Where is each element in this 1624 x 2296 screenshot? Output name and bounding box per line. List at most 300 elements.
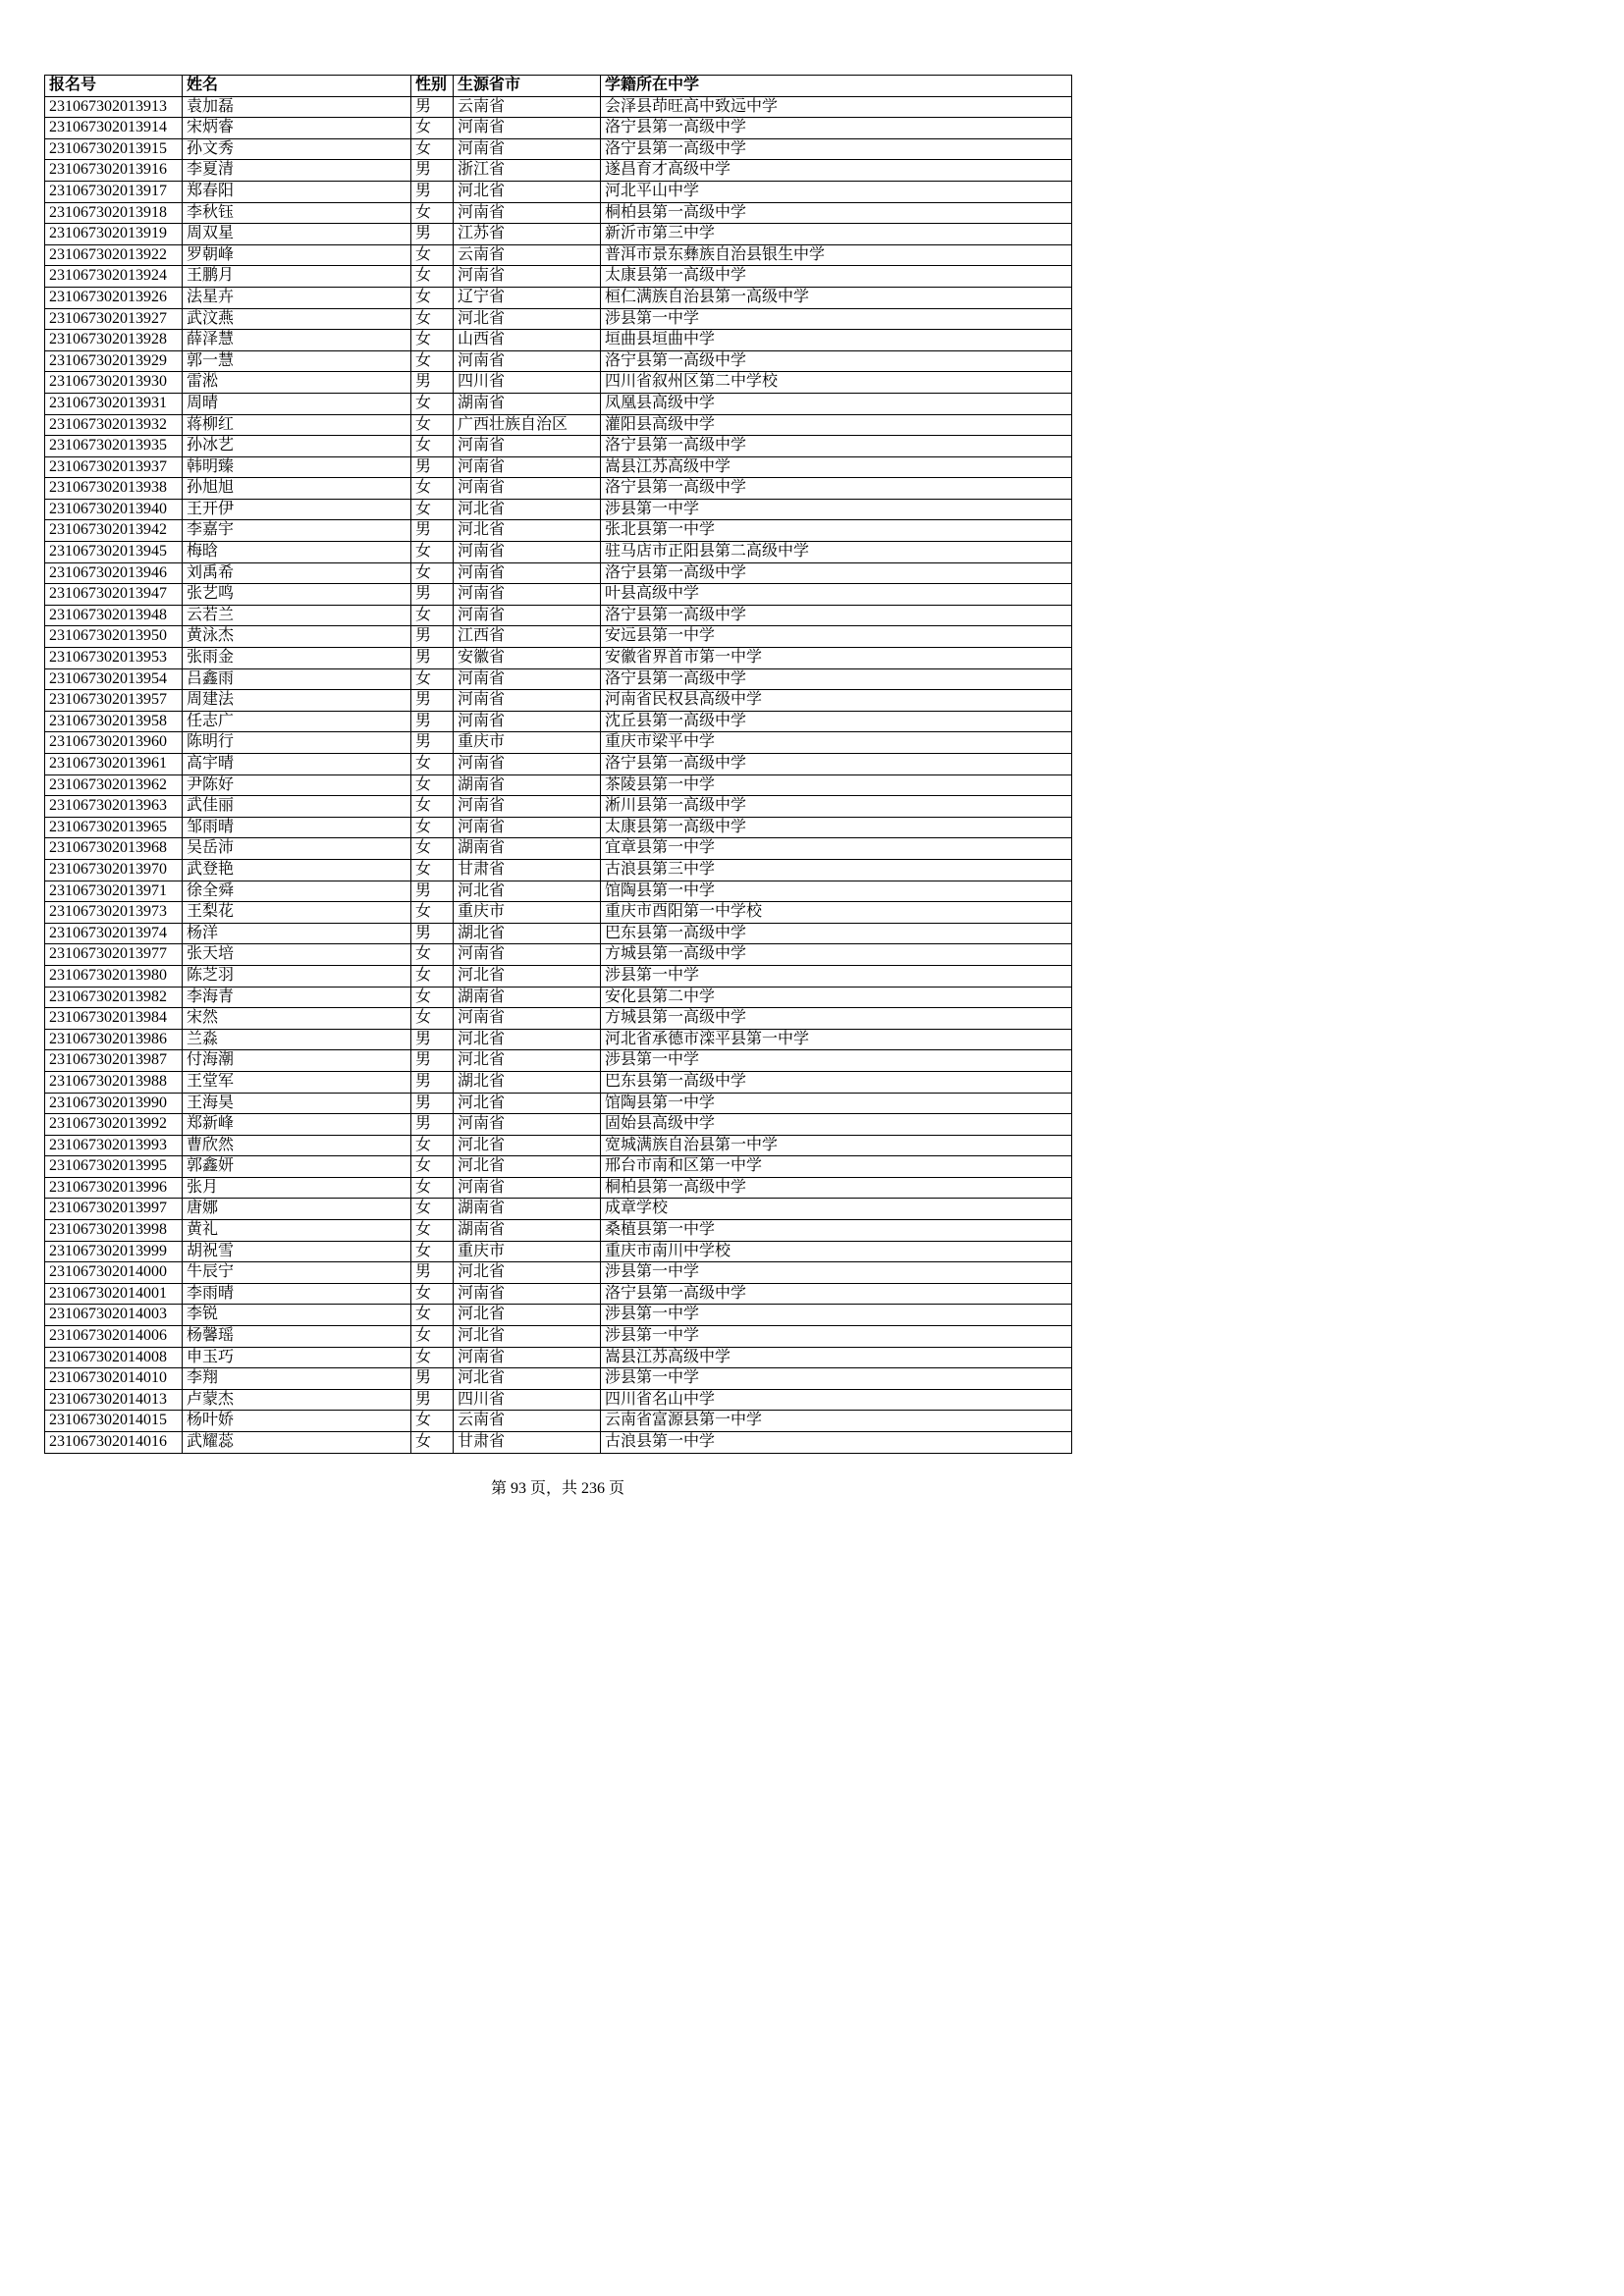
cell-province: 河南省: [454, 605, 601, 626]
cell-name: 周晴: [183, 393, 411, 414]
cell-reg-no: 231067302013917: [45, 181, 183, 202]
header-row: [45, 76, 1072, 97]
cell-gender: 女: [411, 1283, 454, 1305]
cell-province: 山西省: [454, 330, 601, 351]
cell-gender: 男: [411, 1071, 454, 1093]
cell-gender: 女: [411, 1008, 454, 1030]
table-row: [45, 542, 1072, 563]
cell-name: 刘禹希: [183, 562, 411, 584]
cell-school: 洛宁县第一高级中学: [601, 562, 1072, 584]
cell-name: 李嘉宇: [183, 520, 411, 542]
cell-gender: 男: [411, 1262, 454, 1284]
cell-gender: 女: [411, 965, 454, 987]
cell-name: 李夏清: [183, 160, 411, 182]
cell-gender: 女: [411, 1432, 454, 1454]
cell-province: 河南省: [454, 817, 601, 838]
cell-name: 郭一慧: [183, 350, 411, 372]
cell-gender: 男: [411, 372, 454, 394]
cell-gender: 女: [411, 1156, 454, 1178]
cell-province: 湖南省: [454, 393, 601, 414]
cell-province: 河南省: [454, 1008, 601, 1030]
cell-gender: 女: [411, 1305, 454, 1326]
cell-school: 涉县第一中学: [601, 1050, 1072, 1072]
cell-reg-no: 231067302013960: [45, 732, 183, 754]
table-row: [45, 690, 1072, 712]
cell-reg-no: 231067302013968: [45, 838, 183, 860]
cell-reg-no: 231067302013948: [45, 605, 183, 626]
cell-reg-no: 231067302013999: [45, 1241, 183, 1262]
cell-reg-no: 231067302013980: [45, 965, 183, 987]
table-row: [45, 372, 1072, 394]
cell-province: 河北省: [454, 1050, 601, 1072]
cell-school: 垣曲县垣曲中学: [601, 330, 1072, 351]
cell-name: 唐娜: [183, 1199, 411, 1220]
cell-school: 馆陶县第一中学: [601, 881, 1072, 902]
cell-province: 四川省: [454, 372, 601, 394]
cell-province: 河南省: [454, 542, 601, 563]
cell-province: 河南省: [454, 562, 601, 584]
cell-reg-no: 231067302013937: [45, 456, 183, 478]
cell-gender: 女: [411, 859, 454, 881]
cell-school: 洛宁县第一高级中学: [601, 118, 1072, 139]
cell-reg-no: 231067302013974: [45, 923, 183, 944]
cell-reg-no: 231067302013988: [45, 1071, 183, 1093]
cell-province: 河南省: [454, 668, 601, 690]
cell-school: 涉县第一中学: [601, 965, 1072, 987]
cell-reg-no: 231067302013913: [45, 96, 183, 118]
table-row: [45, 118, 1072, 139]
cell-school: 邢台市南和区第一中学: [601, 1156, 1072, 1178]
cell-gender: 女: [411, 436, 454, 457]
cell-school: 桐柏县第一高级中学: [601, 202, 1072, 224]
cell-name: 卢蒙杰: [183, 1389, 411, 1411]
table-row: [45, 1156, 1072, 1178]
cell-province: 河北省: [454, 1262, 601, 1284]
cell-province: 河南省: [454, 690, 601, 712]
cell-gender: 男: [411, 1368, 454, 1390]
table-row: [45, 1241, 1072, 1262]
cell-name: 徐全舜: [183, 881, 411, 902]
table-row: [45, 754, 1072, 775]
cell-reg-no: 231067302013919: [45, 224, 183, 245]
cell-name: 陈明行: [183, 732, 411, 754]
cell-school: 洛宁县第一高级中学: [601, 1283, 1072, 1305]
cell-province: 河南省: [454, 118, 601, 139]
cell-province: 甘肃省: [454, 1432, 601, 1454]
cell-reg-no: 231067302013918: [45, 202, 183, 224]
cell-name: 孙冰艺: [183, 436, 411, 457]
cell-province: 湖南省: [454, 1199, 601, 1220]
cell-name: 杨叶娇: [183, 1411, 411, 1432]
table-row: [45, 350, 1072, 372]
cell-province: 河南省: [454, 584, 601, 606]
cell-name: 王堂军: [183, 1071, 411, 1093]
cell-gender: 女: [411, 1326, 454, 1348]
cell-name: 法星卉: [183, 287, 411, 308]
cell-school: 安化县第二中学: [601, 987, 1072, 1008]
cell-name: 孙文秀: [183, 138, 411, 160]
cell-reg-no: 231067302014000: [45, 1262, 183, 1284]
cell-reg-no: 231067302013930: [45, 372, 183, 394]
cell-name: 王开伊: [183, 499, 411, 520]
cell-school: 嵩县江苏高级中学: [601, 1347, 1072, 1368]
cell-name: 黄泳杰: [183, 626, 411, 648]
cell-province: 甘肃省: [454, 859, 601, 881]
cell-reg-no: 231067302013970: [45, 859, 183, 881]
cell-name: 武汶燕: [183, 308, 411, 330]
table-row: [45, 1220, 1072, 1242]
cell-reg-no: 231067302013977: [45, 944, 183, 966]
col-header-reg-no: 报名号: [45, 76, 183, 97]
cell-reg-no: 231067302013931: [45, 393, 183, 414]
cell-reg-no: 231067302013924: [45, 266, 183, 288]
cell-province: 湖南省: [454, 774, 601, 796]
cell-reg-no: 231067302013922: [45, 244, 183, 266]
table-row: [45, 1177, 1072, 1199]
cell-gender: 女: [411, 350, 454, 372]
col-header-province: 生源省市: [454, 76, 601, 97]
cell-reg-no: 231067302013916: [45, 160, 183, 182]
cell-reg-no: 231067302013997: [45, 1199, 183, 1220]
cell-reg-no: 231067302013950: [45, 626, 183, 648]
cell-school: 洛宁县第一高级中学: [601, 138, 1072, 160]
cell-gender: 男: [411, 181, 454, 202]
table-row: [45, 1071, 1072, 1093]
table-row: [45, 1050, 1072, 1072]
table-row: [45, 478, 1072, 500]
cell-gender: 男: [411, 520, 454, 542]
cell-name: 宋然: [183, 1008, 411, 1030]
table-row: [45, 1305, 1072, 1326]
cell-gender: 男: [411, 711, 454, 732]
cell-school: 桐柏县第一高级中学: [601, 1177, 1072, 1199]
cell-province: 湖北省: [454, 1071, 601, 1093]
cell-gender: 女: [411, 987, 454, 1008]
cell-school: 安徽省界首市第一中学: [601, 648, 1072, 669]
cell-reg-no: 231067302013942: [45, 520, 183, 542]
cell-gender: 女: [411, 478, 454, 500]
cell-province: 河南省: [454, 944, 601, 966]
cell-school: 古浪县第一中学: [601, 1432, 1072, 1454]
table-row: [45, 817, 1072, 838]
cell-province: 湖南省: [454, 987, 601, 1008]
cell-school: 河北省承德市滦平县第一中学: [601, 1029, 1072, 1050]
page-number-footer: 第 93 页，共 236 页: [490, 1480, 624, 1497]
cell-school: 叶县高级中学: [601, 584, 1072, 606]
cell-gender: 女: [411, 244, 454, 266]
cell-reg-no: 231067302013928: [45, 330, 183, 351]
student-roster-table: [44, 75, 1072, 1454]
cell-school: 洛宁县第一高级中学: [601, 605, 1072, 626]
cell-gender: 女: [411, 330, 454, 351]
cell-province: 浙江省: [454, 160, 601, 182]
cell-reg-no: 231067302014013: [45, 1389, 183, 1411]
cell-gender: 男: [411, 690, 454, 712]
cell-gender: 女: [411, 266, 454, 288]
table-row: [45, 965, 1072, 987]
cell-province: 辽宁省: [454, 287, 601, 308]
cell-name: 周双星: [183, 224, 411, 245]
cell-province: 云南省: [454, 96, 601, 118]
cell-gender: 男: [411, 584, 454, 606]
cell-gender: 男: [411, 626, 454, 648]
col-header-gender: 性别: [411, 76, 454, 97]
cell-name: 李雨晴: [183, 1283, 411, 1305]
table-row: [45, 330, 1072, 351]
cell-name: 邹雨晴: [183, 817, 411, 838]
cell-reg-no: 231067302013971: [45, 881, 183, 902]
cell-name: 胡祝雪: [183, 1241, 411, 1262]
table-row: [45, 562, 1072, 584]
cell-school: 涉县第一中学: [601, 1262, 1072, 1284]
table-row: [45, 1199, 1072, 1220]
cell-province: 安徽省: [454, 648, 601, 669]
table-row: [45, 1347, 1072, 1368]
cell-name: 袁加磊: [183, 96, 411, 118]
cell-reg-no: 231067302013938: [45, 478, 183, 500]
table-row: [45, 266, 1072, 288]
table-row: [45, 605, 1072, 626]
cell-reg-no: 231067302013946: [45, 562, 183, 584]
cell-school: 会泽县茚旺高中致远中学: [601, 96, 1072, 118]
table-row: [45, 1411, 1072, 1432]
cell-reg-no: 231067302013958: [45, 711, 183, 732]
cell-gender: 女: [411, 902, 454, 924]
cell-gender: 女: [411, 308, 454, 330]
table-row: [45, 244, 1072, 266]
cell-gender: 女: [411, 542, 454, 563]
cell-school: 重庆市酉阳第一中学校: [601, 902, 1072, 924]
cell-province: 湖北省: [454, 923, 601, 944]
cell-school: 古浪县第三中学: [601, 859, 1072, 881]
cell-reg-no: 231067302013996: [45, 1177, 183, 1199]
cell-province: 河南省: [454, 1177, 601, 1199]
cell-province: 河北省: [454, 520, 601, 542]
table-row: [45, 436, 1072, 457]
cell-province: 湖南省: [454, 838, 601, 860]
cell-gender: 女: [411, 1199, 454, 1220]
table-row: [45, 626, 1072, 648]
cell-name: 韩明臻: [183, 456, 411, 478]
cell-gender: 女: [411, 414, 454, 436]
cell-province: 河北省: [454, 1093, 601, 1114]
cell-name: 武耀蕊: [183, 1432, 411, 1454]
table-row: [45, 308, 1072, 330]
table-row: [45, 1389, 1072, 1411]
cell-province: 河南省: [454, 436, 601, 457]
cell-name: 郑新峰: [183, 1114, 411, 1136]
table-row: [45, 181, 1072, 202]
cell-province: 河北省: [454, 1368, 601, 1390]
cell-school: 宜章县第一中学: [601, 838, 1072, 860]
cell-gender: 女: [411, 138, 454, 160]
cell-gender: 女: [411, 838, 454, 860]
cell-province: 河南省: [454, 350, 601, 372]
cell-school: 涉县第一中学: [601, 499, 1072, 520]
cell-name: 蒋柳红: [183, 414, 411, 436]
cell-province: 河南省: [454, 138, 601, 160]
cell-school: 新沂市第三中学: [601, 224, 1072, 245]
table-row: [45, 456, 1072, 478]
cell-name: 吕鑫雨: [183, 668, 411, 690]
table-row: [45, 987, 1072, 1008]
cell-school: 桓仁满族自治县第一高级中学: [601, 287, 1072, 308]
cell-name: 尹陈好: [183, 774, 411, 796]
cell-reg-no: 231067302013984: [45, 1008, 183, 1030]
table-row: [45, 668, 1072, 690]
cell-school: 太康县第一高级中学: [601, 266, 1072, 288]
table-row: [45, 859, 1072, 881]
cell-school: 成章学校: [601, 1199, 1072, 1220]
cell-province: 四川省: [454, 1389, 601, 1411]
cell-gender: 男: [411, 881, 454, 902]
cell-school: 云南省富源县第一中学: [601, 1411, 1072, 1432]
cell-gender: 女: [411, 118, 454, 139]
cell-reg-no: 231067302013914: [45, 118, 183, 139]
cell-reg-no: 231067302013932: [45, 414, 183, 436]
cell-school: 洛宁县第一高级中学: [601, 436, 1072, 457]
cell-school: 安远县第一中学: [601, 626, 1072, 648]
cell-reg-no: 231067302013947: [45, 584, 183, 606]
cell-school: 凤凰县高级中学: [601, 393, 1072, 414]
cell-gender: 女: [411, 287, 454, 308]
cell-school: 涉县第一中学: [601, 1368, 1072, 1390]
cell-province: 河北省: [454, 1156, 601, 1178]
cell-gender: 女: [411, 1241, 454, 1262]
cell-school: 洛宁县第一高级中学: [601, 350, 1072, 372]
cell-gender: 男: [411, 1050, 454, 1072]
cell-school: 河南省民权县高级中学: [601, 690, 1072, 712]
cell-name: 吴岳沛: [183, 838, 411, 860]
cell-reg-no: 231067302013961: [45, 754, 183, 775]
table-row: [45, 774, 1072, 796]
cell-gender: 女: [411, 796, 454, 818]
cell-reg-no: 231067302014001: [45, 1283, 183, 1305]
cell-name: 郭鑫妍: [183, 1156, 411, 1178]
cell-name: 任志广: [183, 711, 411, 732]
cell-school: 涉县第一中学: [601, 1326, 1072, 1348]
cell-province: 河南省: [454, 1347, 601, 1368]
cell-gender: 男: [411, 1093, 454, 1114]
cell-school: 河北平山中学: [601, 181, 1072, 202]
cell-province: 河南省: [454, 1114, 601, 1136]
cell-school: 普洱市景东彝族自治县银生中学: [601, 244, 1072, 266]
cell-name: 宋炳睿: [183, 118, 411, 139]
table-row: [45, 1135, 1072, 1156]
cell-gender: 男: [411, 648, 454, 669]
cell-name: 李锐: [183, 1305, 411, 1326]
table-row: [45, 1326, 1072, 1348]
cell-gender: 女: [411, 499, 454, 520]
cell-province: 河南省: [454, 478, 601, 500]
cell-name: 付海潮: [183, 1050, 411, 1072]
cell-gender: 女: [411, 202, 454, 224]
cell-reg-no: 231067302013995: [45, 1156, 183, 1178]
table-row: [45, 1114, 1072, 1136]
cell-school: 太康县第一高级中学: [601, 817, 1072, 838]
table-row: [45, 923, 1072, 944]
cell-name: 郑春阳: [183, 181, 411, 202]
cell-reg-no: 231067302014003: [45, 1305, 183, 1326]
cell-name: 曹欣然: [183, 1135, 411, 1156]
cell-reg-no: 231067302013992: [45, 1114, 183, 1136]
cell-gender: 女: [411, 1220, 454, 1242]
cell-province: 河南省: [454, 796, 601, 818]
cell-name: 王鹏月: [183, 266, 411, 288]
cell-reg-no: 231067302013963: [45, 796, 183, 818]
cell-gender: 女: [411, 1411, 454, 1432]
cell-gender: 男: [411, 224, 454, 245]
table-row: [45, 902, 1072, 924]
cell-school: 巴东县第一高级中学: [601, 923, 1072, 944]
cell-province: 河南省: [454, 266, 601, 288]
cell-name: 李翔: [183, 1368, 411, 1390]
cell-province: 江西省: [454, 626, 601, 648]
cell-school: 涉县第一中学: [601, 1305, 1072, 1326]
table-row: [45, 732, 1072, 754]
col-header-school: 学籍所在中学: [601, 76, 1072, 97]
cell-name: 申玉巧: [183, 1347, 411, 1368]
cell-school: 茶陵县第一中学: [601, 774, 1072, 796]
cell-province: 河南省: [454, 456, 601, 478]
cell-gender: 男: [411, 1114, 454, 1136]
cell-province: 重庆市: [454, 902, 601, 924]
cell-province: 云南省: [454, 244, 601, 266]
cell-name: 张雨金: [183, 648, 411, 669]
cell-school: 沈丘县第一高级中学: [601, 711, 1072, 732]
cell-name: 王梨花: [183, 902, 411, 924]
cell-name: 罗朝峰: [183, 244, 411, 266]
table-row: [45, 944, 1072, 966]
cell-school: 张北县第一中学: [601, 520, 1072, 542]
cell-name: 梅晗: [183, 542, 411, 563]
table-body: [45, 96, 1072, 1453]
table-row: [45, 648, 1072, 669]
cell-school: 巴东县第一高级中学: [601, 1071, 1072, 1093]
table-row: [45, 393, 1072, 414]
table-row: [45, 711, 1072, 732]
cell-reg-no: 231067302013915: [45, 138, 183, 160]
cell-province: 河北省: [454, 1135, 601, 1156]
cell-name: 王海昊: [183, 1093, 411, 1114]
table-row: [45, 287, 1072, 308]
cell-name: 杨馨瑶: [183, 1326, 411, 1348]
table-row: [45, 160, 1072, 182]
cell-name: 雷淞: [183, 372, 411, 394]
table-row: [45, 520, 1072, 542]
cell-reg-no: 231067302014015: [45, 1411, 183, 1432]
table-row: [45, 1368, 1072, 1390]
cell-school: 涉县第一中学: [601, 308, 1072, 330]
cell-name: 高宇晴: [183, 754, 411, 775]
cell-school: 淅川县第一高级中学: [601, 796, 1072, 818]
cell-province: 河南省: [454, 711, 601, 732]
cell-name: 武佳丽: [183, 796, 411, 818]
cell-gender: 男: [411, 160, 454, 182]
cell-school: 遂昌育才高级中学: [601, 160, 1072, 182]
cell-reg-no: 231067302014010: [45, 1368, 183, 1390]
cell-gender: 女: [411, 1347, 454, 1368]
cell-reg-no: 231067302014006: [45, 1326, 183, 1348]
cell-name: 牛辰宁: [183, 1262, 411, 1284]
cell-school: 重庆市梁平中学: [601, 732, 1072, 754]
cell-gender: 女: [411, 754, 454, 775]
cell-gender: 女: [411, 1177, 454, 1199]
table-row: [45, 224, 1072, 245]
cell-name: 李海青: [183, 987, 411, 1008]
cell-reg-no: 231067302013993: [45, 1135, 183, 1156]
cell-gender: 女: [411, 562, 454, 584]
